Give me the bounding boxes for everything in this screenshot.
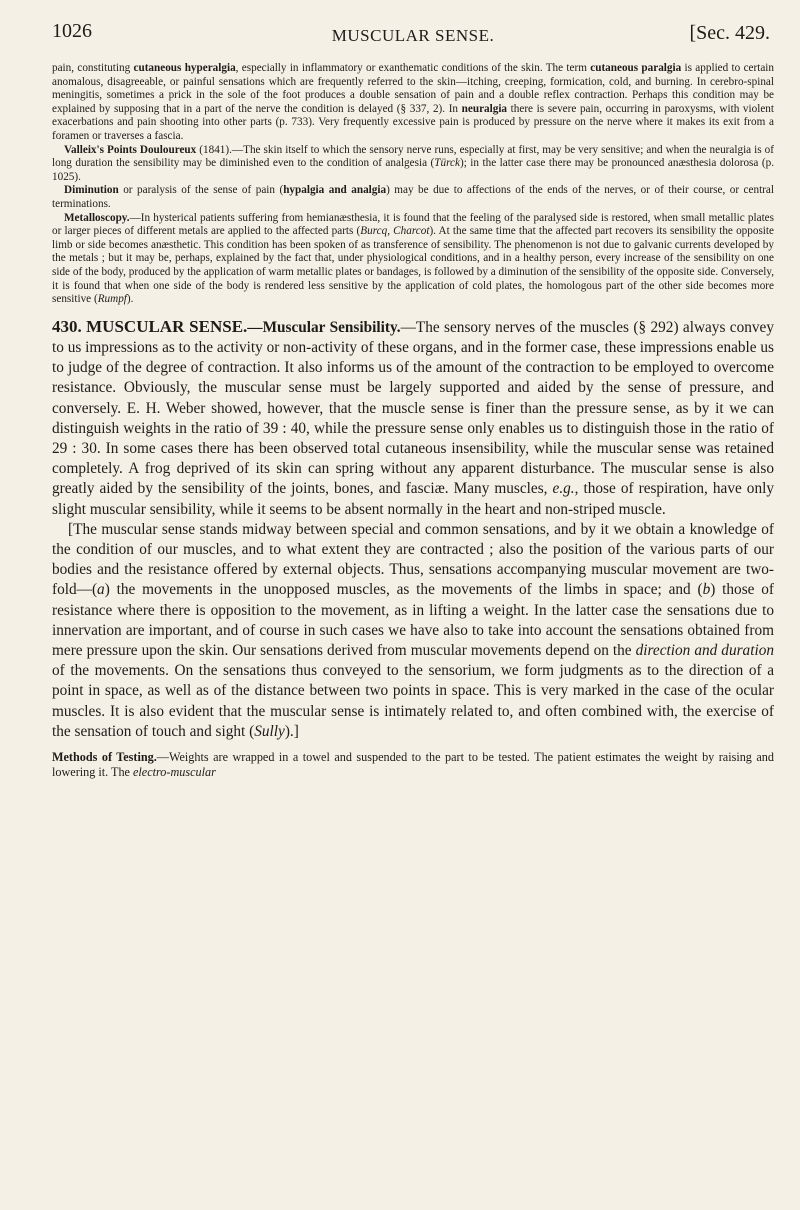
heading-metalloscopy: Metalloscopy. [64,211,130,224]
paragraph-diminution: Diminution or paralysis of the sense of pain (hypalgia and analgia) may be due to affections of the ends of the nerves, or of their course, or central terminations. [52,184,774,210]
page-header [52,20,774,62]
heading-methods-of-testing: Methods of Testing. [52,749,157,764]
heading-diminution: Diminution [64,184,119,197]
section-430: 430. MUSCULAR SENSE.—Muscular Sensibility.—The sensory nerves of the muscles (§ 292) always convey to us impressions as to the activity or non-activity of these organs, and in the former case, these impressions enable us to judge of the degree of contraction. It also informs us of the amount of the contraction to be employed to overcome resistance. Obviously, the muscular sense must be largely supported and aided by the sense of pressure, and conversely. E. H. Weber showed, however, that the muscle sense is finer than the pressure sense, as by it we can distinguish weights in the ratio of 39 : 40, while the pressure sense only enables us to distinguish those in the ratio of 29 : 30. In some cases there has been observed total cutaneous insensibility, while the muscular sense was retained completely. A frog deprived of its skin can spring without any apparent disturbance. The muscular sense is also greatly aided by the sensibility of the joints, bones, and fasciæ. Many muscles, e.g., those of respiration, have only slight muscular sensibility, while it seems to be absent normally in the heart and non-striped muscle. [52,316,774,518]
paragraph-metalloscopy: Metalloscopy.—In hysterical patients suffering from hemianæsthesia, it is found that the feeling of the paralysed side is restored, when small metallic plates or larger pieces of different metals are applied to the affected parts (Burcq, Charcot). At the same time that the affected part recovers its sensibility the opposite limb or side becomes anæsthetic. This condition has been spoken of as transference of sensibility. The phenomenon is not due to galvanic currents developed by the metals ; but it may be, perhaps, explained by the fact that, under physiological conditions, and in a healthy person, every increase of the sensibility on one side of the body, produced by the application of warm metallic plates or bandages, is followed by a diminution of the sensibility of the opposite side. Conversely, it is found that when one side of the body is rendered less sensitive by the application of cold plates, the homologous part of the other side becomes more sensitive (Rumpf). [52,211,774,306]
running-title: MUSCULAR SENSE. [331,26,495,45]
section-subtitle: —Muscular Sensibility. [247,318,401,336]
section-title: MUSCULAR SENSE. [86,316,248,336]
term-neuralgia: neuralgia [461,102,508,115]
page-number: 1026 [52,20,92,42]
term-cutaneous-hyperalgia: cutaneous hyperalgia [133,62,236,74]
heading-valleix: Valleix's Points Douloureux [64,143,197,156]
page [52,20,774,781]
paragraph-cutaneous-hyperalgia: pain, constituting cutaneous hyperalgia, especially in inflammatory or exanthematic conditions of the skin. The term cutaneous paralgia is applied to certain anomalous, disagreeable, or painful sensations which are frequently referred to the skin—itching, creeping, formication, cold, and burning. In cerebro-spinal meningitis, sometimes a prick in the sole of the foot produces a double sensation of pain and a double reflex contraction. Perhaps this condition may be explained by supposing that in a part of the nerve the condition is delayed (§ 337, 2). In neuralgia there is severe pain, occurring in paroxysms, with violent exacerbations and pain shooting into other parts (p. 733). Very frequently excessive pain is produced by pressure on the nerve where it makes its exit from a foramen or traverses a fascia. [52,62,774,142]
paragraph-methods-of-testing: Methods of Testing.—Weights are wrapped in a towel and suspended to the part to be tested. The patient estimates the weight by raising and lowering it. The electro-muscular [52,749,774,780]
section-number: 430. [52,316,82,336]
term-cutaneous-paralgia: cutaneous paralgia [590,62,682,74]
paragraph-valleix-points: Valleix's Points Douloureux (1841).—The skin itself to which the sensory nerve runs, especially at first, may be very sensitive; and when the neuralgia is of long duration the sensibility may be diminished even to the condition of analgesia (Türck); in the latter case there may be pronounced anæsthesia dolorosa (p. 1025). [52,143,774,183]
paragraph-muscular-sense-midway: [The muscular sense stands midway between special and common sensations, and by it we obtain a knowledge of the condition of our muscles, and to what extent they are contracted ; also the position of the various parts of our bodies and the resistance offered by external objects. Thus, sensations accompanying muscular movement are two-fold—(a) the movements in the unopposed muscles, as the movements of the limbs in space; and (b) those of resistance where there is opposition to the movement, as in lifting a weight. In the latter case the sensations due to innervation are important, and of course in such cases we have also to take into account the sensations obtained from mere pressure upon the skin. Our sensations derived from muscular movements depend on the direction and duration of the movements. On the sensations thus conveyed to the sensorium, we form judgments as to the direction of a point in space, as well as of the distance between two points in space. This is very marked in the case of the ocular muscles. It is also evident that the muscular sense is intimately related to, and often combined with, the exercise of the sensation of touch and sight (Sully).] [52,520,775,740]
section-label: [Sec. 429. [689,22,770,44]
